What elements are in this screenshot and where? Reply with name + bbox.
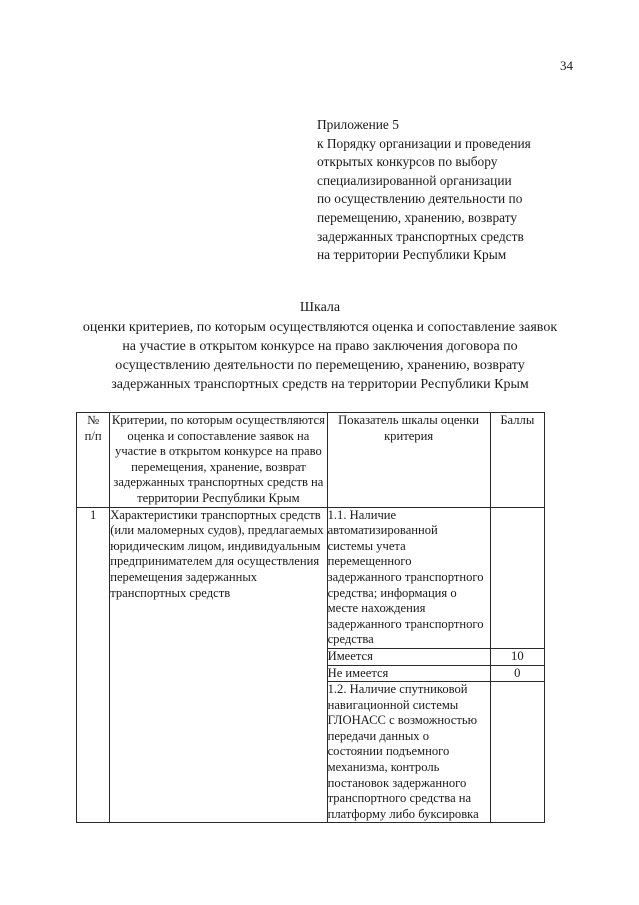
indicator-line: перемещенного bbox=[327, 554, 412, 569]
criteria-line: транспортных средств bbox=[110, 585, 231, 600]
indicator-line: 1.2. Наличие спутниковой bbox=[327, 682, 468, 697]
indicator-line: транспортного средства на bbox=[327, 791, 472, 806]
indicator-line: месте нахождения bbox=[327, 601, 426, 616]
indicator-points-empty bbox=[490, 507, 544, 648]
header-criteria-line: задержанных транспортных средств на bbox=[113, 475, 324, 490]
criteria-line: Характеристики транспортных средств bbox=[110, 507, 321, 522]
header-number-line: п/п bbox=[84, 428, 102, 443]
indicator-line: 1.1. Наличие bbox=[327, 507, 397, 522]
option-label: Не имеется bbox=[327, 665, 490, 682]
page-number: 34 bbox=[560, 58, 573, 73]
appendix-line: специализированной организации bbox=[317, 172, 512, 188]
header-number-line: № bbox=[87, 413, 100, 427]
table-row bbox=[77, 507, 545, 648]
row-criteria bbox=[110, 507, 327, 823]
criteria-line: (или маломерных судов), предлагаемых bbox=[110, 523, 324, 538]
title-line: оценки критериев, по которым осуществляются оценка и сопоставление заявок bbox=[82, 320, 558, 335]
header-criteria-line: Критерии, по которым осуществляются bbox=[111, 413, 325, 427]
header-number bbox=[77, 413, 110, 508]
header-indicator bbox=[327, 413, 490, 508]
header-indicator-line: Показатель шкалы оценки bbox=[338, 413, 480, 427]
table-header-row bbox=[77, 413, 545, 508]
criteria-line: перемещения задержанных bbox=[110, 569, 258, 584]
appendix-note bbox=[317, 116, 607, 265]
criteria-line: юридическим лицом, индивидуальным bbox=[110, 538, 321, 553]
appendix-line: задержанных транспортных средств bbox=[317, 228, 524, 244]
indicator-line: ГЛОНАСС с возможностью bbox=[327, 713, 478, 728]
indicator-line: средства bbox=[327, 632, 374, 647]
indicator-line: состоянии подъемного bbox=[327, 744, 450, 759]
appendix-line: на территории Республики Крым bbox=[317, 247, 507, 263]
document-title bbox=[40, 298, 600, 394]
criteria-line: предпринимателем для осуществления bbox=[110, 554, 320, 569]
title-heading: Шкала bbox=[299, 300, 341, 315]
option-points: 0 bbox=[490, 665, 544, 682]
header-criteria-line: перемещения, хранение, возврат bbox=[131, 459, 306, 474]
indicator-points-empty bbox=[490, 682, 544, 823]
title-line: задержанных транспортных средств на территории Республики Крым bbox=[111, 377, 529, 392]
appendix-line: Приложение 5 bbox=[317, 117, 399, 132]
indicator-line: передачи данных о bbox=[327, 728, 430, 743]
header-criteria-line: территории Республики Крым bbox=[137, 490, 300, 505]
criteria-table bbox=[76, 412, 545, 823]
header-criteria-line: участие в открытом конкурсе на право bbox=[115, 444, 322, 459]
option-label: Имеется bbox=[327, 648, 490, 665]
header-criteria bbox=[110, 413, 327, 508]
header-points-line: Баллы bbox=[500, 413, 535, 427]
indicator-line: автоматизированной bbox=[327, 523, 438, 538]
appendix-line: по осуществлению деятельности по bbox=[317, 191, 523, 207]
indicator-line: средства; информация о bbox=[327, 585, 457, 600]
appendix-line: открытых конкурсов по выбору bbox=[317, 154, 498, 170]
indicator-line: задержанного транспортного bbox=[327, 569, 484, 584]
indicator-text bbox=[327, 507, 490, 648]
indicator-line: задержанного транспортного bbox=[327, 616, 484, 631]
header-criteria-line: оценка и сопоставление заявок на bbox=[127, 428, 310, 443]
title-line: на участие в открытом конкурсе на право заключения договора по bbox=[122, 339, 518, 354]
row-number: 1 bbox=[77, 507, 110, 823]
header-points bbox=[490, 413, 544, 508]
indicator-line: платформу либо буксировка bbox=[327, 806, 479, 821]
appendix-line: перемещению, хранению, возврату bbox=[317, 209, 518, 225]
option-points: 10 bbox=[490, 648, 544, 665]
header-indicator-line: критерия bbox=[384, 428, 434, 443]
appendix-line: к Порядку организации и проведения bbox=[317, 135, 531, 151]
indicator-line: системы учета bbox=[327, 538, 406, 553]
indicator-line: механизма, контроль bbox=[327, 760, 440, 775]
indicator-line: постановок задержанного bbox=[327, 775, 467, 790]
indicator-line: навигационной системы bbox=[327, 697, 459, 712]
indicator-text bbox=[327, 682, 490, 823]
title-line: осуществлению деятельности по перемещению, хранению, возврату bbox=[115, 358, 525, 373]
